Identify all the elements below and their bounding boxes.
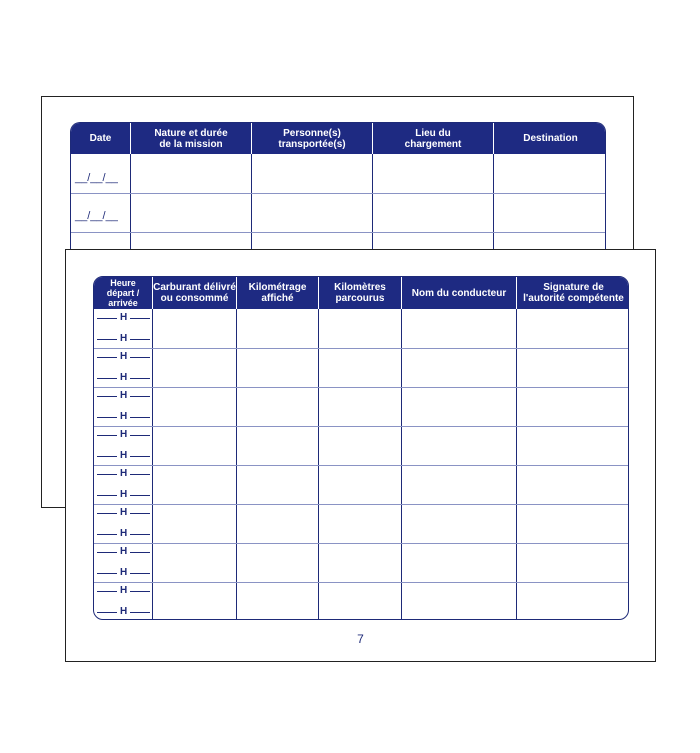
hour-depart-field[interactable]: H [97,507,150,518]
header-kilometrage: Kilométrage affiché [248,282,307,304]
hour-depart-field[interactable]: H [97,351,150,362]
mission-table-header [71,123,605,154]
hour-arrivee-field[interactable]: H [97,567,150,578]
hour-depart-field[interactable]: H [97,468,150,479]
hour-arrivee-field[interactable]: H [97,450,150,461]
header-heure: Heure départ / arrivée [106,278,140,308]
date-field[interactable]: __/__/__ [75,172,118,184]
hour-arrivee-field[interactable]: H [97,372,150,383]
hour-depart-field[interactable]: H [97,429,150,440]
date-field[interactable]: __/__/__ [75,210,118,222]
header-date: Date [89,133,112,144]
fuel-mileage-table [93,276,629,620]
header-kilometres: Kilomètres parcourus [334,282,386,304]
hour-depart-field[interactable]: H [97,312,150,323]
header-conducteur: Nom du conducteur [411,287,507,299]
page-number: 7 [357,632,364,646]
front-page [65,249,656,662]
header-carburant: Carburant délivré ou consommé [153,282,236,304]
hour-arrivee-field[interactable]: H [97,606,150,617]
header-personnes: Personne(s) transportée(s) [278,127,346,150]
hour-arrivee-field[interactable]: H [97,528,150,539]
hour-arrivee-field[interactable]: H [97,489,150,500]
header-signature: Signature de l'autorité compétente [523,282,624,304]
hour-arrivee-field[interactable]: H [97,333,150,344]
mission-table [70,122,606,262]
header-nature-duree: Nature et durée de la mission [154,127,228,150]
hour-depart-field[interactable]: H [97,585,150,596]
header-destination: Destination [523,133,578,144]
hour-depart-field[interactable]: H [97,390,150,401]
hour-depart-field[interactable]: H [97,546,150,557]
header-lieu-chargement: Lieu du chargement [404,127,462,150]
hour-arrivee-field[interactable]: H [97,411,150,422]
fuel-table-header [94,277,628,309]
